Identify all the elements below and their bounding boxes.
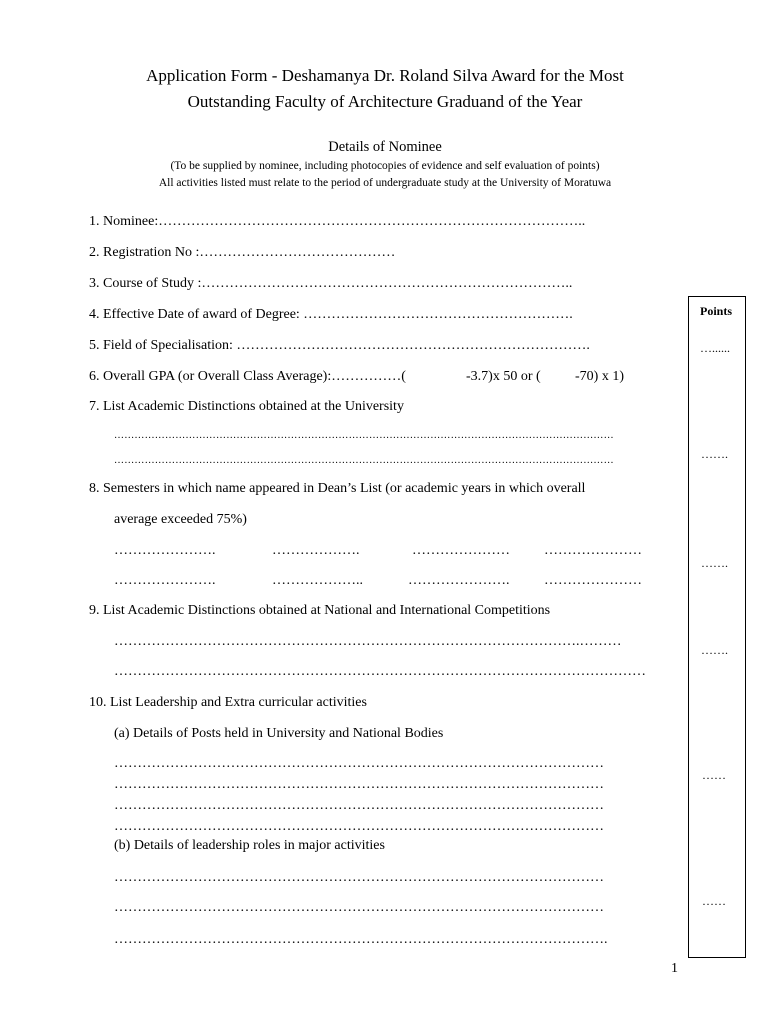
section9-line-2: ……………………………………………………………………………………………………: [114, 664, 646, 679]
instruction-note-2: All activities listed must relate to the period of undergraduate study at the University of Moratuwa: [158, 177, 612, 189]
specialisation-field: 5. Field of Specialisation: ………………………………………………………………….: [89, 338, 590, 353]
section9-line-1: ……………………………………………………………………………………….………: [114, 634, 622, 649]
points-field-8: …….: [701, 556, 728, 570]
section7-label: 7. List Academic Distinctions obtained at the University: [89, 399, 404, 414]
section10-sub-a: (a) Details of Posts held in University and National Bodies: [114, 726, 444, 741]
points-field-5: …......: [700, 341, 730, 355]
course-field: 3. Course of Study :……………………………………………………………………..: [89, 276, 573, 291]
nominee-field: 1. Nominee:………………………………………………………………………………..: [89, 214, 586, 229]
page-number: 1: [671, 961, 678, 976]
points-heading: Points: [700, 304, 733, 318]
section8-row2-col1: ………………….: [114, 573, 216, 588]
form-title-line2: Outstanding Faculty of Architecture Graduand of the Year: [187, 92, 583, 111]
points-field-9: …….: [701, 643, 728, 657]
section8-label-1: 8. Semesters in which name appeared in Dean’s List (or academic years in which overall: [89, 481, 586, 496]
section10a-line-3: ……………………………………………………………………………………………: [114, 798, 604, 813]
section8-row1-col3: …………………: [412, 543, 510, 558]
gpa-field-part1: 6. Overall GPA (or Overall Class Average):……………(: [89, 369, 406, 384]
section10a-line-1: ……………………………………………………………………………………………: [114, 756, 604, 771]
section10a-line-4: ……………………………………………………………………………………………: [114, 819, 604, 834]
section10b-line-1: ……………………………………………………………………………………………: [114, 870, 604, 885]
section-title: Details of Nominee: [328, 139, 442, 155]
points-field-10a: ……: [702, 768, 726, 782]
section8-row1-col2: ……………….: [272, 543, 360, 558]
section10-sub-b: (b) Details of leadership roles in major activities: [114, 838, 385, 853]
section8-label-2: average exceeded 75%): [114, 512, 247, 527]
section10-label: 10. List Leadership and Extra curricular activities: [89, 695, 367, 710]
section10a-line-2: ……………………………………………………………………………………………: [114, 777, 604, 792]
section10b-line-3: …………………………………………………………………………………………….: [114, 932, 608, 947]
section8-row2-col4: …………………: [544, 573, 642, 588]
instruction-note-1: (To be supplied by nominee, including photocopies of evidence and self evaluation of points): [170, 160, 600, 172]
section7-line-1: …………………………………………………………………………………………………………………………………: [114, 430, 614, 441]
gpa-field-part2: -3.7)x 50 or (: [466, 369, 541, 384]
section7-line-2: …………………………………………………………………………………………………………………………………: [114, 455, 614, 466]
registration-field: 2. Registration No :……………………………………: [89, 245, 396, 260]
effective-date-field: 4. Effective Date of award of Degree: ………………………………………………….: [89, 307, 573, 322]
form-title-line1: Application Form - Deshamanya Dr. Roland Silva Award for the Most: [146, 66, 624, 85]
points-column: [688, 296, 746, 958]
points-field-7: …….: [701, 447, 728, 461]
gpa-field-part3: -70) x 1): [575, 369, 624, 384]
section8-row2-col3: ………………….: [408, 573, 510, 588]
section8-row1-col1: ………………….: [114, 543, 216, 558]
section8-row2-col2: ………………..: [272, 573, 363, 588]
points-field-10b: ……: [702, 894, 726, 908]
section8-row1-col4: …………………: [544, 543, 642, 558]
section10b-line-2: ……………………………………………………………………………………………: [114, 900, 604, 915]
section9-label: 9. List Academic Distinctions obtained at National and International Competitions: [89, 603, 551, 618]
